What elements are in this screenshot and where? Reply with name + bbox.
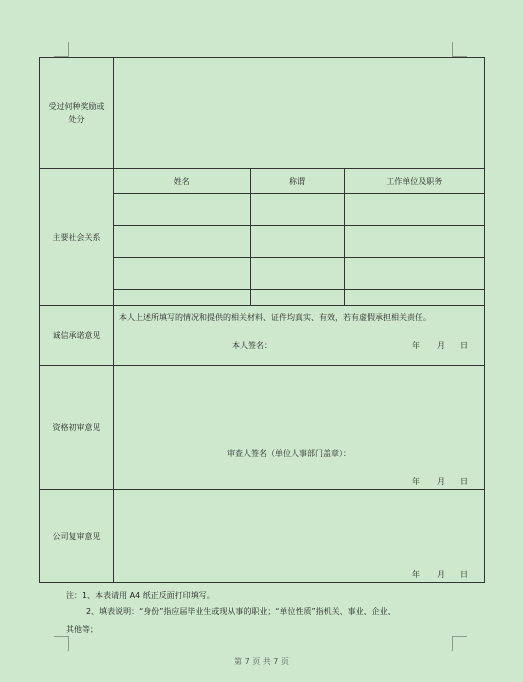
form-table: [39, 57, 485, 583]
company-review-field[interactable]: [114, 490, 484, 583]
crop-mark-bottom-right: [452, 636, 467, 651]
relation-cell[interactable]: [114, 289, 250, 305]
relation-cell[interactable]: [114, 194, 250, 226]
crop-mark-bottom-left: [54, 636, 69, 651]
pledge-field[interactable]: [114, 306, 484, 365]
relation-cell[interactable]: [344, 225, 484, 257]
relations-header-row: [114, 169, 484, 194]
relations-row: [40, 169, 484, 306]
relation-cell[interactable]: [250, 289, 344, 305]
note-line-2: 2、填表说明：“身份”指应届毕业生或现从事的职业；“单位性质”指机关、事业、企业、: [86, 607, 396, 616]
relation-cell[interactable]: [250, 257, 344, 289]
date-year: 年: [412, 570, 420, 579]
date-month: 月: [437, 341, 445, 350]
company-review-row: [40, 490, 484, 583]
relation-cell[interactable]: [250, 194, 344, 226]
pledge-row: [40, 306, 484, 366]
crop-mark-top-right: [452, 42, 467, 57]
relations-label: 主要社会关系: [40, 169, 114, 305]
table-row: [114, 289, 484, 305]
crop-mark-top-left: [54, 42, 69, 57]
table-row: [114, 194, 484, 226]
note-line-3: 其他等；: [66, 625, 98, 634]
review-field[interactable]: [114, 366, 484, 489]
header-work-unit: 工作单位及职务: [344, 169, 484, 194]
review-sign-label: 审查人签名（单位人事部门盖章）：: [227, 449, 351, 458]
table-row: [114, 257, 484, 289]
date-year: 年: [412, 477, 420, 486]
relation-cell[interactable]: [250, 225, 344, 257]
note-line-1: 注：1、本表请用 A4 纸正反面打印填写。: [66, 591, 215, 600]
date-day: 日: [460, 477, 468, 486]
awards-field[interactable]: [114, 58, 484, 168]
awards-row: [40, 58, 484, 169]
date-year: 年: [412, 341, 420, 350]
date-month: 月: [437, 570, 445, 579]
relation-cell[interactable]: [344, 289, 484, 305]
date-month: 月: [437, 477, 445, 486]
relation-cell[interactable]: [114, 257, 250, 289]
relations-table: [114, 169, 484, 305]
relation-cell[interactable]: [114, 225, 250, 257]
relation-cell[interactable]: [344, 257, 484, 289]
review-row: [40, 366, 484, 490]
pledge-sign-label: 本人签名：: [232, 341, 272, 350]
company-review-label: 公司复审意见: [40, 490, 114, 583]
pledge-text: 本人上述所填写的情况和提供的相关材料、证件均真实、有效，若有虚假承担相关责任。: [119, 313, 431, 322]
date-day: 日: [460, 570, 468, 579]
table-row: [114, 225, 484, 257]
relation-cell[interactable]: [344, 194, 484, 226]
awards-label: 受过何种奖励或处分: [40, 58, 114, 168]
header-name: 姓名: [114, 169, 250, 194]
review-label: 资格初审意见: [40, 366, 114, 489]
page-footer: 第 7 页 共 7 页: [234, 657, 289, 666]
pledge-label: 诚信承诺意见: [40, 306, 114, 365]
date-day: 日: [460, 341, 468, 350]
header-title: 称谓: [250, 169, 344, 194]
